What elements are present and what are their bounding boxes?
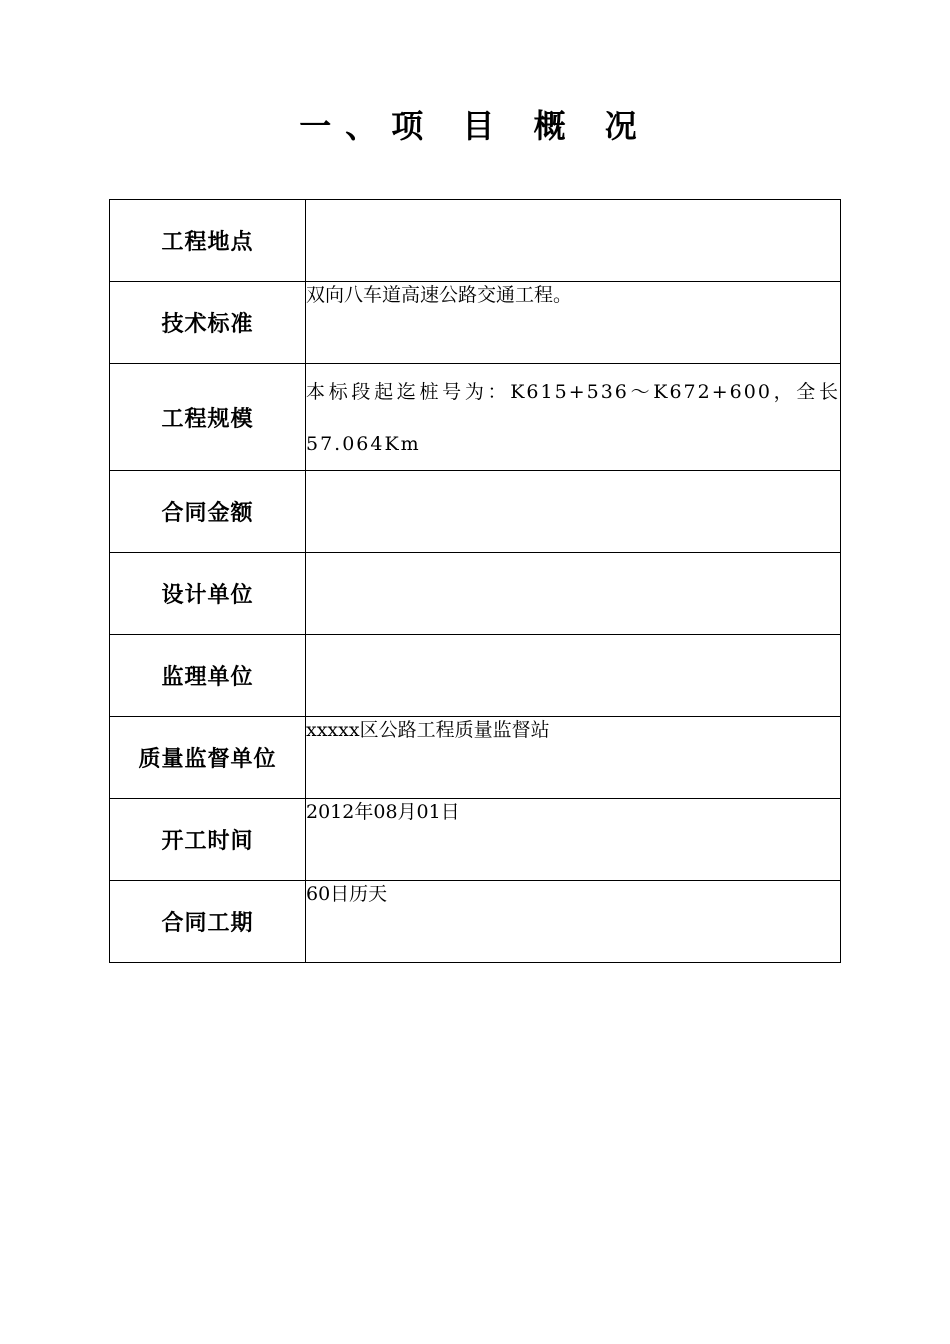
table-row-technical-standard — [110, 282, 841, 364]
row-label: 质量监督单位 — [110, 717, 306, 799]
row-value — [306, 471, 841, 553]
row-value: 60日历天 — [306, 881, 841, 963]
row-value — [306, 553, 841, 635]
row-label: 开工时间 — [110, 799, 306, 881]
table-row-project-location — [110, 200, 841, 282]
project-overview-table — [109, 199, 841, 963]
row-value: 本标段起迄桩号为：K615+536～K672+600，全长57.064Km — [306, 364, 841, 471]
table-row-design-unit — [110, 553, 841, 635]
table-row-quality-supervision-unit — [110, 717, 841, 799]
row-label: 合同金额 — [110, 471, 306, 553]
row-value — [306, 200, 841, 282]
row-value: 双向八车道高速公路交通工程。 — [306, 282, 841, 364]
row-label: 工程地点 — [110, 200, 306, 282]
row-value: xxxxx区公路工程质量监督站 — [306, 717, 841, 799]
row-label: 设计单位 — [110, 553, 306, 635]
row-label: 工程规模 — [110, 364, 306, 471]
row-label: 合同工期 — [110, 881, 306, 963]
row-label: 监理单位 — [110, 635, 306, 717]
table-row-contract-amount — [110, 471, 841, 553]
row-value — [306, 635, 841, 717]
row-value: 2012年08月01日 — [306, 799, 841, 881]
table-row-project-scale — [110, 364, 841, 471]
row-label: 技术标准 — [110, 282, 306, 364]
table-row-supervision-unit — [110, 635, 841, 717]
page-title: 一、项 目 概 况 — [299, 107, 651, 145]
table-row-start-date — [110, 799, 841, 881]
table-row-contract-duration — [110, 881, 841, 963]
